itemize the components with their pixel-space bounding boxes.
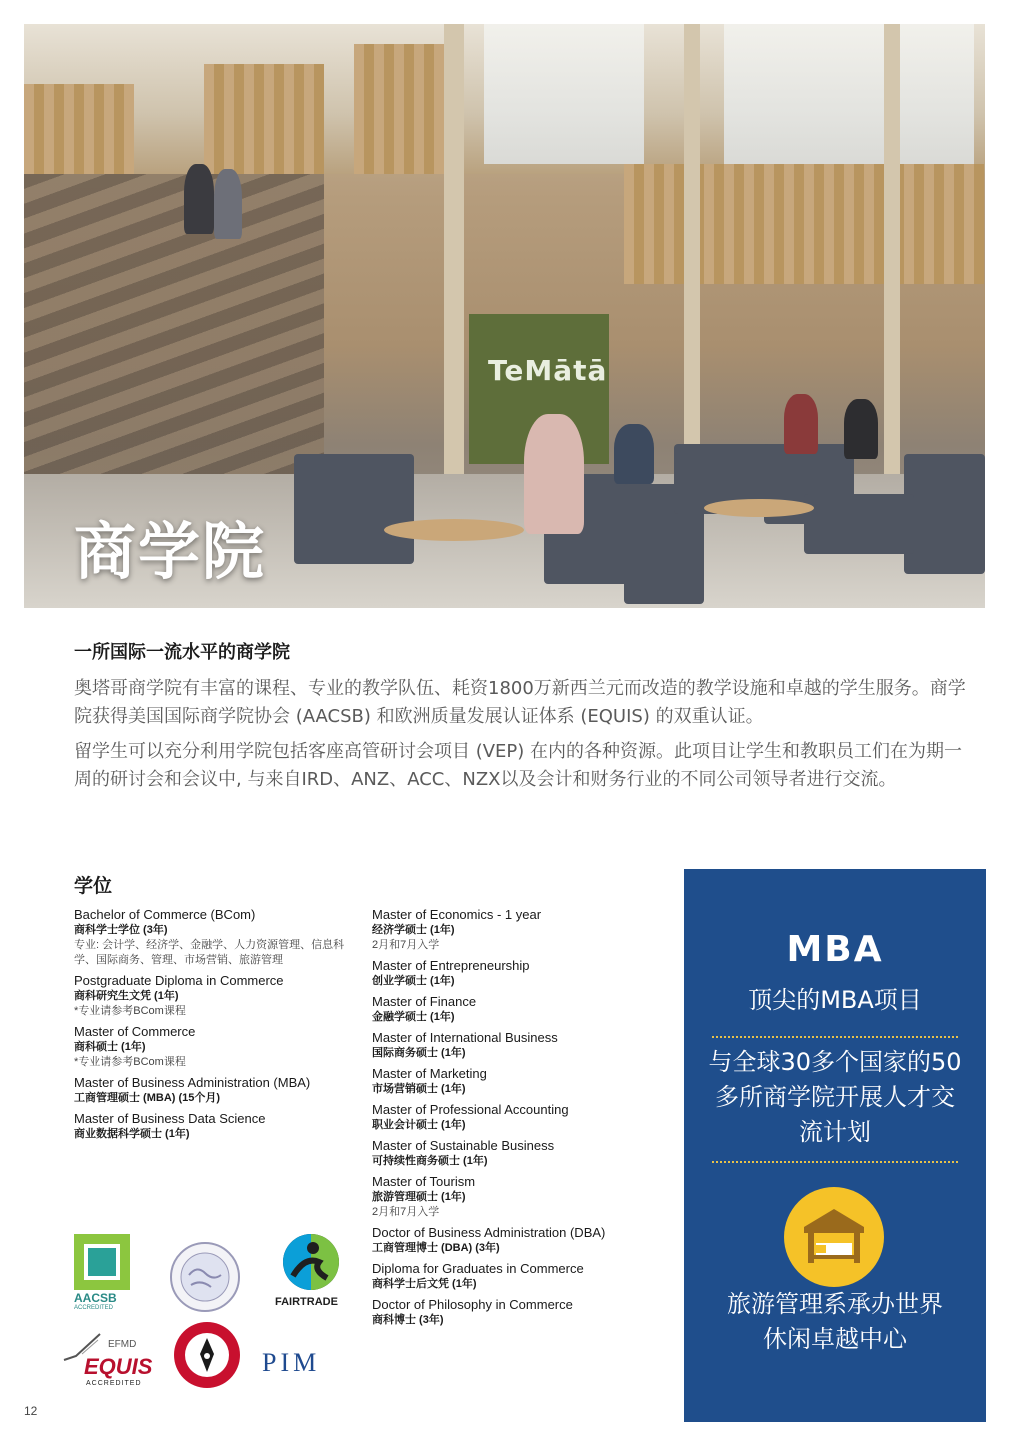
degree-item	[74, 1111, 364, 1142]
wood-panel	[204, 64, 324, 174]
hero-image	[24, 24, 985, 608]
degree-item	[372, 958, 662, 989]
degree-item	[372, 907, 662, 953]
degree-name-cn: 经济学硕士 (1年)	[372, 924, 455, 936]
degree-name-en: Doctor of Philosophy in Commerce	[372, 1297, 573, 1312]
degree-name-en: Master of Finance	[372, 994, 477, 1009]
mba-highlight-text: 顶尖的MBA项目	[748, 986, 922, 1014]
aapbs-seal-logo	[172, 1320, 242, 1390]
round-table	[704, 499, 814, 517]
degree-item	[74, 1075, 364, 1106]
skylight-window	[484, 24, 644, 164]
degree-name-en: Master of Economics - 1 year	[372, 907, 542, 922]
degree-name-cn: 商业数据科学硕士 (1年)	[74, 1128, 190, 1140]
lounge-seat	[904, 454, 985, 574]
pim-logo	[262, 1348, 362, 1388]
dotted-divider	[712, 1161, 958, 1163]
fairtrade-logo	[275, 1234, 347, 1314]
degree-note: *专业请参考BCom课程	[74, 1056, 186, 1068]
efmd-text: EFMD	[108, 1339, 137, 1350]
fairtrade-mark-icon	[283, 1234, 339, 1290]
pim-text: PIM	[262, 1348, 321, 1377]
degree-name-cn: 商科学士后文凭 (1年)	[372, 1278, 477, 1290]
degree-item	[372, 1066, 662, 1097]
degree-name-en: Postgraduate Diploma in Commerce	[74, 973, 284, 988]
degree-item	[74, 973, 364, 1019]
mba-logo: MBA	[786, 929, 884, 970]
aacsb-mark-core	[88, 1248, 116, 1276]
degree-list-right	[372, 907, 662, 1333]
dotted-divider	[712, 1036, 958, 1038]
degree-note: 2月和7月入学	[372, 939, 440, 951]
lounge-seat	[294, 454, 414, 564]
degree-note: 2月和7月入学	[372, 1206, 440, 1218]
intro-paragraph: 留学生可以充分利用学院包括客座高管研讨会项目 (VEP) 在内的各种资源。此项目让学生和教职员工们在为期一周的研讨会和会议中, 与来自IRD、ANZ、ACC、NZX以及会计和财务行业的不同公司领导者进行交流。	[74, 741, 963, 790]
degree-item	[372, 1102, 662, 1133]
degree-item	[74, 1024, 364, 1070]
equis-subtext: ACCREDITED	[86, 1380, 142, 1387]
degree-name-en: Master of Professional Accounting	[372, 1102, 569, 1117]
page-title: 商学院	[74, 515, 267, 588]
paceo-seal-logo	[165, 1235, 245, 1315]
page-number: 12	[24, 1404, 38, 1418]
column	[444, 24, 464, 484]
aacsb-logo	[74, 1234, 130, 1312]
fairtrade-figure-icon	[283, 1234, 339, 1290]
degree-note: *专业请参考BCom课程	[74, 1005, 186, 1017]
degree-item	[372, 1174, 662, 1220]
degree-name-cn: 国际商务硕士 (1年)	[372, 1047, 466, 1059]
column	[884, 24, 900, 484]
degree-item	[372, 1297, 662, 1328]
student-figure	[844, 399, 878, 459]
intro-paragraph: 奥塔哥商学院有丰富的课程、专业的教学队伍、耗资1800万新西兰元而改造的教学设施和卓越的学生服务。商学院获得美国国际商学院协会 (AACSB) 和欧洲质量发展认证体系 (EQUIS) 的双重认证。	[74, 678, 966, 727]
degree-name-en: Bachelor of Commerce (BCom)	[74, 907, 256, 922]
aacsb-text: AACSB	[74, 1291, 117, 1305]
degree-name-cn: 可持续性商务硕士 (1年)	[372, 1155, 488, 1167]
student-figure	[214, 169, 242, 239]
degree-item	[372, 1261, 662, 1292]
degree-name-en: Master of Marketing	[372, 1066, 487, 1081]
wall-sign: TeMātā	[488, 354, 608, 387]
exchange-text: 与全球30多个国家的50多所商学院开展人才交流计划	[708, 1048, 962, 1146]
column	[684, 24, 700, 484]
degree-name-en: Master of Tourism	[372, 1174, 476, 1189]
degree-name-cn: 商科博士 (3年)	[372, 1314, 444, 1326]
degree-name-cn: 工商管理博士 (DBA) (3年)	[372, 1242, 500, 1254]
degree-name-en: Master of Commerce	[74, 1024, 196, 1039]
student-figure	[784, 394, 818, 454]
staircase	[24, 174, 324, 474]
round-table	[384, 519, 524, 541]
wood-panel	[24, 84, 134, 174]
tourism-text: 旅游管理系承办世界休闲卓越中心	[727, 1290, 943, 1353]
student-figure	[524, 414, 584, 534]
degree-note: 专业: 会计学、经济学、金融学、人力资源管理、信息科学、国际商务、管理、市场营销、旅游管理	[74, 939, 345, 966]
degree-name-en: Doctor of Business Administration (DBA)	[372, 1225, 606, 1240]
lounge-seat	[804, 494, 914, 554]
degree-name-cn: 商科硕士 (1年)	[74, 1041, 146, 1053]
fairtrade-text: FAIRTRADE	[275, 1296, 338, 1308]
globe-seal-icon	[165, 1235, 245, 1315]
degree-name-en: Master of Business Administration (MBA)	[74, 1075, 311, 1090]
degrees-heading: 学位	[74, 875, 113, 897]
student-figure	[614, 424, 654, 484]
degree-name-cn: 职业会计硕士 (1年)	[372, 1119, 466, 1131]
degree-name-en: Master of Entrepreneurship	[372, 958, 530, 973]
degree-name-cn: 旅游管理硕士 (1年)	[372, 1191, 466, 1203]
degree-list-left	[74, 907, 364, 1147]
equis-text: EQUIS	[84, 1354, 153, 1379]
degree-item	[372, 1225, 662, 1256]
degree-item	[74, 907, 364, 968]
degree-item	[372, 994, 662, 1025]
degree-name-cn: 商科研究生文凭 (1年)	[74, 990, 179, 1002]
aapbs-seal-icon	[172, 1320, 242, 1390]
degree-name-cn: 商科学士学位 (3年)	[74, 924, 168, 936]
mba-panel	[684, 869, 986, 1422]
wood-panel	[624, 164, 984, 284]
skylight-window	[724, 24, 974, 164]
aacsb-subtext: ACCREDITED	[74, 1305, 114, 1311]
degree-name-cn: 市场营销硕士 (1年)	[372, 1083, 466, 1095]
intro-heading: 一所国际一流水平的商学院	[74, 642, 290, 663]
degree-name-cn: 金融学硕士 (1年)	[372, 1011, 455, 1023]
degree-item	[372, 1138, 662, 1169]
degree-name-en: Master of Business Data Science	[74, 1111, 266, 1126]
hut-bed-icon	[784, 1187, 884, 1287]
degree-name-cn: 工商管理硕士 (MBA) (15个月)	[74, 1092, 221, 1104]
degree-name-cn: 创业学硕士 (1年)	[372, 975, 455, 987]
degree-name-en: Master of Sustainable Business	[372, 1138, 555, 1153]
degree-name-en: Master of International Business	[372, 1030, 558, 1045]
student-figure	[184, 164, 214, 234]
degree-name-en: Diploma for Graduates in Commerce	[372, 1261, 584, 1276]
shelter-icon	[784, 1187, 884, 1287]
degree-item	[372, 1030, 662, 1061]
equis-logo	[62, 1328, 152, 1390]
